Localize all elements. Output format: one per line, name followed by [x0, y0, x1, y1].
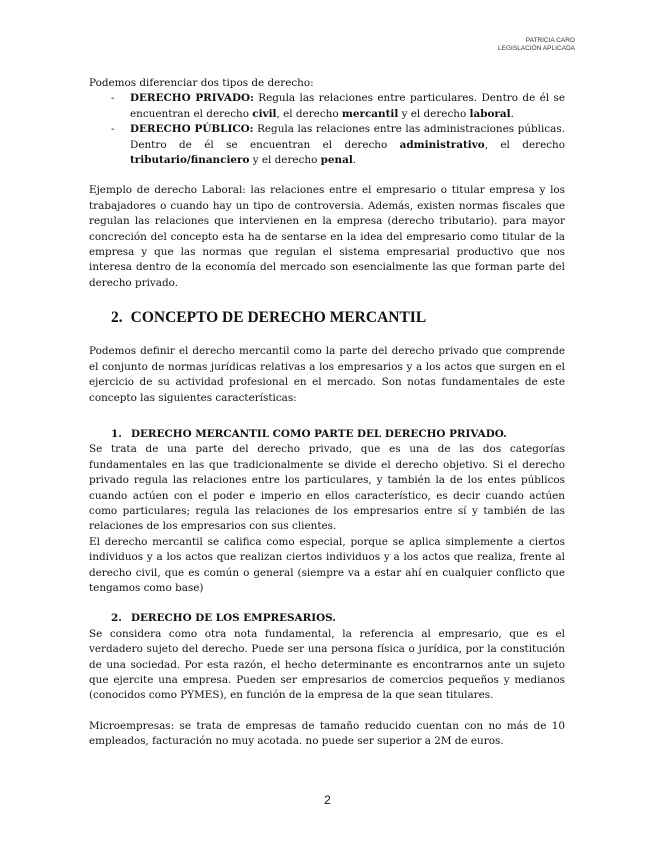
bullet-text: . — [510, 107, 514, 120]
dash-bullet: - — [111, 92, 115, 105]
section-title: CONCEPTO DE DERECHO MERCANTIL — [130, 309, 427, 327]
subsection-title: DERECHO MERCANTIL COMO PARTE DEL DERECHO PRIVADO. — [131, 427, 507, 440]
dash-bullet: - — [111, 123, 115, 136]
header-subject: LEGISLACIÓN APLICADA — [498, 45, 575, 52]
page-header — [498, 37, 575, 53]
subsection-title: DERECHO DE LOS EMPRESARIOS. — [131, 612, 336, 625]
bullet-text: Regula las relaciones entre las administraciones públicas. Dentro de él se encuentran el derecho — [130, 123, 565, 151]
bullet-text: y el derecho — [398, 107, 470, 120]
bullet-text: . — [352, 154, 357, 167]
page-number: 2 — [324, 793, 331, 807]
bullet-term: DERECHO PRIVADO: — [130, 92, 254, 105]
bullet-bold: laboral — [469, 107, 511, 120]
document-body — [89, 76, 565, 750]
bullet-text: , el derecho — [276, 107, 342, 120]
bullet-text: Regula las relaciones entre particulares. Dentro de él se encuentran el derecho — [130, 92, 565, 120]
bullet-bold: penal — [320, 154, 353, 167]
header-author: PATRICIA CARO — [525, 37, 575, 44]
bullet-text: , el derecho — [484, 138, 565, 151]
list-item — [89, 91, 565, 122]
section-number: 2. — [111, 309, 123, 327]
subsection-1-paragraph-1: Se trata de una parte del derecho privado, que es una de las dos categorías fundamentales en las que tradicionalmente se divide el derecho objetivo. Si el derecho privado regula las relaciones entre los particulares, y también la de los entes públicos cuando actúen con el poder e imperio en ellos característico, es decir cuando actúen como particulares; regula las relaciones de los empresarios entre sí y también de las relaciones de los empresarios con sus clientes. — [89, 443, 565, 533]
list-item — [89, 122, 565, 168]
subsection-1-paragraph-2: El derecho mercantil se califica como especial, porque se aplica simplemente a ciertos individuos y a los actos que realizan ciertos individuos y a los actos que realiza, frente al derecho civil, que es común o general (siempre va a estar ahí en cualquier conflicto que tengamos como base) — [89, 535, 565, 594]
section-heading — [111, 309, 565, 327]
microempresas-paragraph: Microempresas: se trata de empresas de tamaño reducido cuentan con no más de 10 empleados, facturación no muy acotada. no puede ser superior a 2M de euros. — [89, 719, 565, 748]
subsection-number: 1. — [111, 427, 122, 440]
bullet-bold: tributario/financiero — [130, 154, 250, 167]
subsection-number: 2. — [111, 612, 122, 625]
intro-paragraph: Podemos diferenciar dos tipos de derecho: — [89, 77, 314, 89]
bullet-bold: mercantil — [341, 107, 399, 120]
bullet-term: DERECHO PÚBLICO: — [130, 123, 254, 136]
bullet-bold: civil — [252, 107, 277, 120]
bullet-text: y el derecho — [249, 154, 321, 167]
example-paragraph: Ejemplo de derecho Laboral: las relaciones entre el empresario o titular empresa y los trabajadores o cuando hay un tipo de controversia. Además, existen normas fiscales que regulan las relaciones que intervienen en la empresa (derecho tributario). para mayor concreción del concepto esta ha de sentarse en la idea del empresario como titular de la empresa y que las normas que regulan el sistema empresarial productivo que nos interesa dentro de la economía del mercado son esencialmente las que forman parte del derecho privado. — [89, 184, 565, 289]
definition-paragraph: Podemos definir el derecho mercantil como la parte del derecho privado que comprende el conjunto de normas jurídicas relativas a los empresarios y a los actos que surgen en el ejercicio de su actividad profesional en el mercado. Son notas fundamentales de este concepto las siguientes características: — [89, 345, 565, 404]
subsection-heading-2 — [89, 611, 565, 626]
bullet-bold: administrativo — [399, 138, 485, 151]
law-types-list — [89, 91, 565, 168]
subsection-2-paragraph: Se considera como otra nota fundamental, la referencia al empresario, que es el verdadero sujeto del derecho. Puede ser una persona física o jurídica, por la constitución de una sociedad. Por esta razón, el hecho determinante es encontrarnos ante un sujeto que ejercite una empresa. Pueden ser empresarios de comercios pequeños y medianos (conocidos como PYMES), en función de la empresa de la que sean titulares. — [89, 627, 565, 702]
subsection-heading-1 — [89, 427, 565, 442]
